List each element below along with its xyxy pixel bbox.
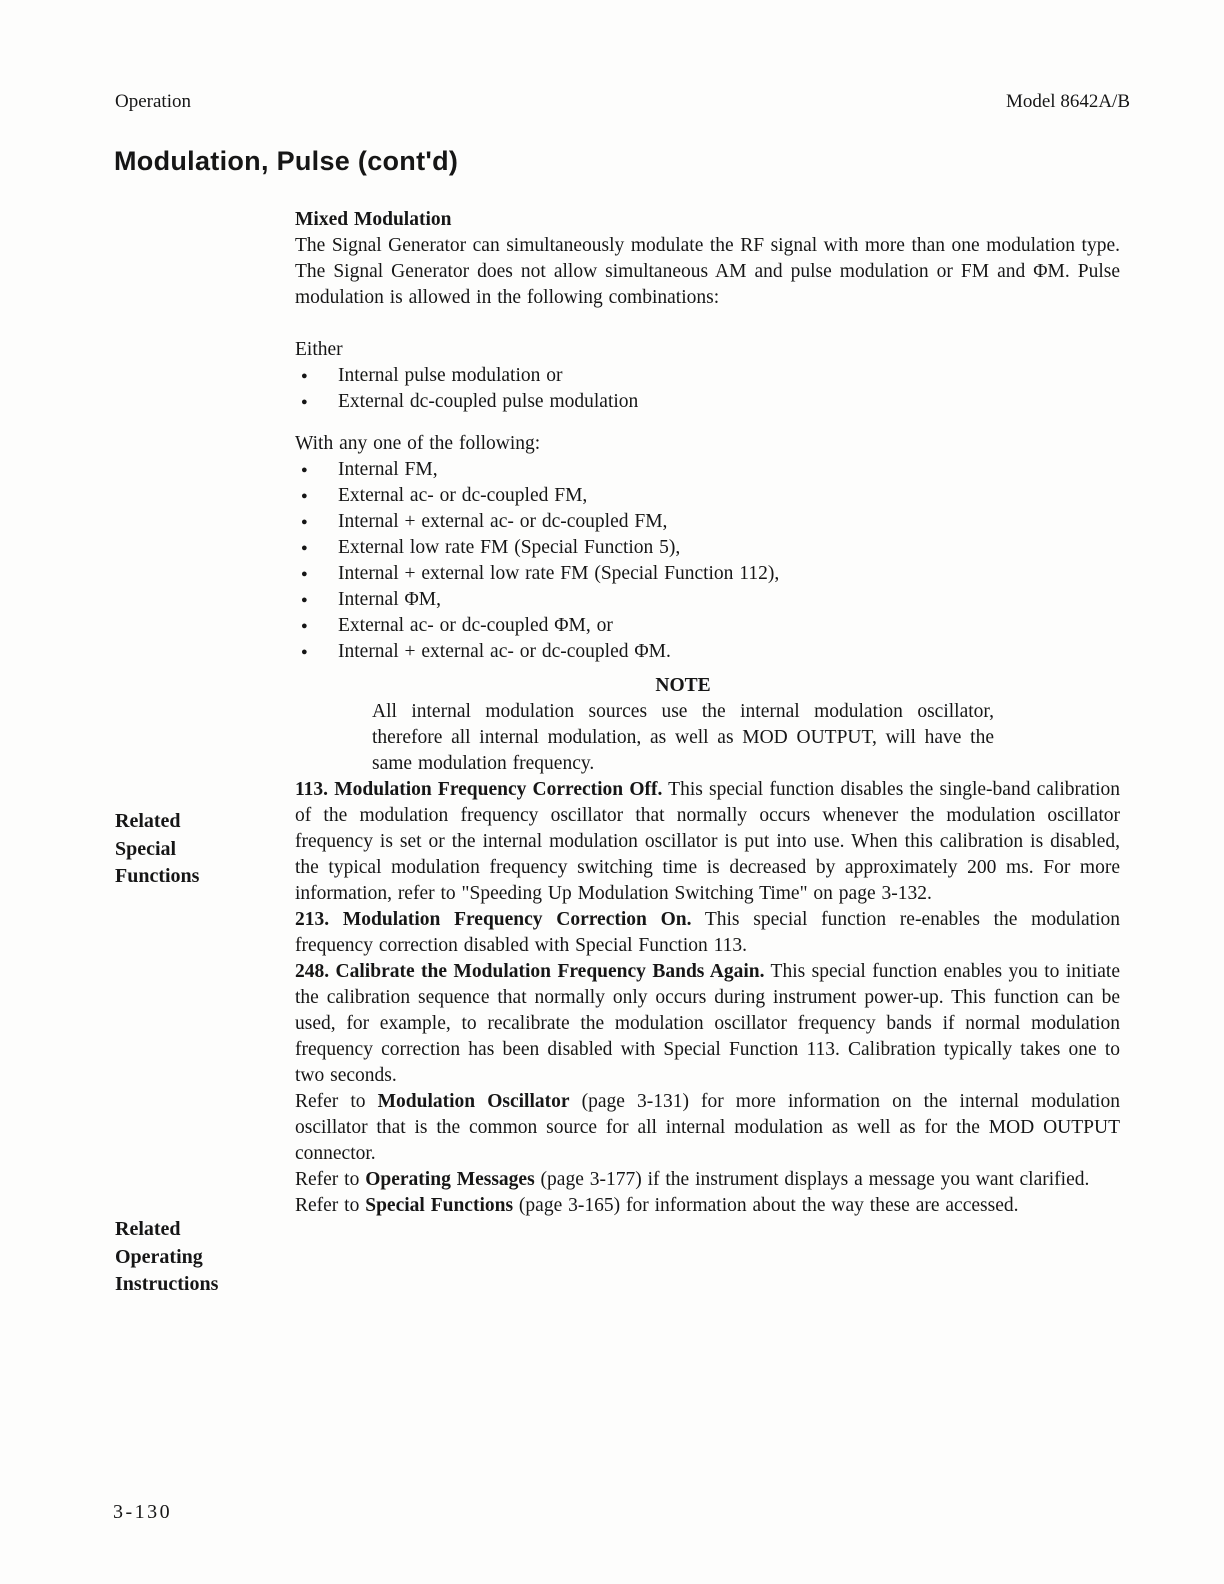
list-item bbox=[295, 587, 1120, 613]
note-body: All internal modulation sources use the internal modulation oscillator, therefore all internal modulation, as well as MOD OUTPUT, will have the same modulation frequency. bbox=[372, 701, 994, 774]
related-special-functions-label bbox=[115, 808, 199, 891]
page-title: Modulation, Pulse (cont'd) bbox=[114, 146, 459, 176]
list-item bbox=[295, 363, 1120, 389]
with-any-group bbox=[295, 431, 1120, 665]
bullet-icon: ● bbox=[301, 542, 308, 554]
bullet-icon: ● bbox=[301, 464, 308, 476]
list-item-text: External ac- or dc-coupled FM, bbox=[338, 485, 588, 506]
refer-post: (page 3-165) for information about the way these are accessed. bbox=[513, 1195, 1019, 1216]
list-item bbox=[295, 613, 1120, 639]
special-function-213-text: This special function re-enables the modulation frequency correction disabled with Special Function 113. bbox=[295, 909, 1120, 956]
list-item bbox=[295, 483, 1120, 509]
bullet-icon: ● bbox=[301, 646, 308, 658]
side-label-line: Instructions bbox=[115, 1273, 219, 1295]
page-number: 3-130 bbox=[113, 1501, 173, 1523]
refer-modulation-oscillator-paragraph bbox=[295, 1089, 1120, 1167]
bullet-icon: ● bbox=[301, 370, 308, 382]
list-item-text: Internal pulse modulation or bbox=[338, 365, 563, 386]
side-label-line: Functions bbox=[115, 865, 200, 887]
list-item bbox=[295, 639, 1120, 665]
special-function-248-title: 248. Calibrate the Modulation Frequency Bands Again. bbox=[295, 961, 765, 982]
side-label-line: Operating bbox=[115, 1245, 203, 1268]
list-item-text: Internal + external ac- or dc-coupled FM, bbox=[338, 511, 668, 532]
special-function-113-paragraph bbox=[295, 777, 1120, 907]
list-item-text: Internal + external ac- or dc-coupled ΦM. bbox=[338, 641, 671, 662]
refer-bold-operating-messages: Operating Messages bbox=[365, 1169, 535, 1190]
special-function-248-paragraph bbox=[295, 959, 1120, 1089]
list-item-text: Internal FM, bbox=[338, 459, 438, 480]
header-left: Operation bbox=[115, 91, 191, 112]
refer-pre: Refer to bbox=[295, 1195, 366, 1216]
list-item-text: External low rate FM (Special Function 5), bbox=[338, 537, 681, 558]
bullet-icon: ● bbox=[301, 620, 308, 632]
refer-post: (page 3-131) for more information on the internal modulation oscillator that is the common source for all internal modulation as well as for the MOD OUTPUT connector. bbox=[295, 1091, 1120, 1164]
bullet-icon: ● bbox=[301, 568, 308, 580]
related-operating-instructions-label bbox=[115, 1216, 218, 1299]
list-item bbox=[295, 509, 1120, 535]
note-block bbox=[372, 673, 994, 777]
either-list bbox=[295, 363, 1120, 415]
refer-pre: Refer to bbox=[295, 1169, 366, 1190]
special-function-113-text: This special function disables the single-band calibration of the modulation frequency oscillator that normally occurs whenever the modulation oscillator frequency is set or the internal modulation oscillator is put into use. When this calibration is disabled, the typical modulation frequency switching time is decreased by approximately 200 ms. For more information, refer to "Speeding Up Modulation Switching Time" on page 3-132. bbox=[295, 779, 1120, 904]
refer-post: (page 3-177) if the instrument displays a message you want clarified. bbox=[534, 1169, 1090, 1190]
refer-special-functions-paragraph bbox=[295, 1193, 1120, 1219]
bullet-icon: ● bbox=[301, 490, 308, 502]
bullet-icon: ● bbox=[301, 594, 308, 606]
with-any-label: With any one of the following: bbox=[295, 433, 541, 454]
mixed-modulation-paragraph: The Signal Generator can simultaneously modulate the RF signal with more than one modulation type. The Signal Generator does not allow simultaneous AM and pulse modulation or FM and ΦM. Pulse modulation is allowed in the following combinations: bbox=[295, 235, 1120, 308]
side-label-line: Related bbox=[115, 1218, 181, 1240]
bullet-icon: ● bbox=[301, 396, 308, 408]
refer-operating-messages-paragraph bbox=[295, 1167, 1120, 1193]
refer-bold-modulation-oscillator: Modulation Oscillator bbox=[377, 1091, 570, 1112]
side-label-line: Special bbox=[115, 837, 177, 860]
either-group bbox=[295, 337, 1120, 415]
bullet-icon: ● bbox=[301, 516, 308, 528]
list-item bbox=[295, 389, 1120, 415]
special-function-248-text: This special function enables you to initiate the calibration sequence that normally only occurs during instrument power-up. This function can be used, for example, to recalibrate the modulation oscillator frequency bands if normal modulation frequency correction has been disabled with Special Function 113. Calibration typically takes one to two seconds. bbox=[295, 961, 1120, 1086]
list-item-text: Internal + external low rate FM (Special Function 112), bbox=[338, 563, 780, 584]
note-heading: NOTE bbox=[655, 675, 711, 696]
refer-pre: Refer to bbox=[295, 1091, 378, 1112]
list-item-text: External ac- or dc-coupled ΦM, or bbox=[338, 615, 613, 636]
mixed-modulation-heading: Mixed Modulation bbox=[295, 209, 452, 230]
either-label: Either bbox=[295, 339, 343, 360]
special-function-213-paragraph bbox=[295, 907, 1120, 959]
refer-bold-special-functions: Special Functions bbox=[365, 1195, 514, 1216]
list-item-text: Internal ΦM, bbox=[338, 589, 441, 610]
list-item bbox=[295, 561, 1120, 587]
side-label-line: Related bbox=[115, 810, 181, 832]
list-item-text: External dc-coupled pulse modulation bbox=[338, 391, 639, 412]
main-column bbox=[295, 207, 1120, 1219]
special-function-113-title: 113. Modulation Frequency Correction Off. bbox=[295, 779, 663, 800]
list-item bbox=[295, 457, 1120, 483]
header-right: Model 8642A/B bbox=[1005, 91, 1130, 112]
special-function-213-title: 213. Modulation Frequency Correction On. bbox=[295, 909, 692, 930]
with-any-list bbox=[295, 457, 1120, 665]
page-header bbox=[115, 90, 1130, 114]
list-item bbox=[295, 535, 1120, 561]
